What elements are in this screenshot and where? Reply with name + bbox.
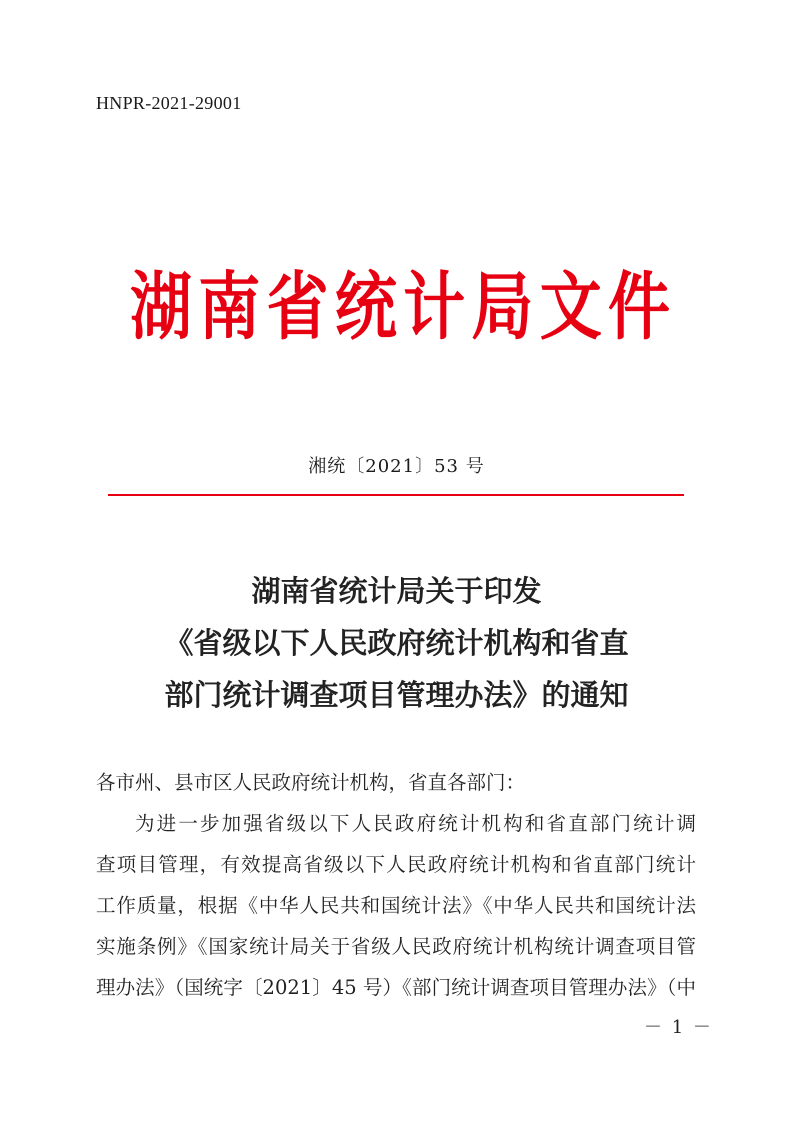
title-line-2: 《省级以下人民政府统计机构和省直 [164, 626, 629, 660]
title-line-3: 部门统计调查项目管理办法》的通知 [164, 678, 629, 712]
document-code: HNPR-2021-29001 [96, 93, 242, 113]
body-line: 理办法》（国统字〔2021〕45 号）《部门统计调查项目管理办法》（中 [96, 976, 696, 999]
masthead-char: 省 [266, 263, 329, 350]
body-paragraph [96, 803, 696, 844]
page-number: － 1 － [644, 1017, 713, 1038]
masthead-title [130, 254, 670, 360]
body-line: 工作质量，根据《中华人民共和国统计法》《中华人民共和国统计法 [96, 894, 696, 917]
document-number: 湘统〔2021〕53 号 [308, 456, 485, 477]
masthead-char: 件 [607, 263, 670, 350]
masthead-char: 湖 [130, 263, 193, 350]
notice-body [96, 762, 696, 1008]
body-line: 为进一步加强省级以下人民政府统计机构和省直部门统计调 [135, 812, 696, 835]
masthead-char: 统 [334, 263, 397, 350]
salutation: 各市州、县市区人民政府统计机构，省直各部门： [96, 771, 526, 794]
body-line: 实施条例》《国家统计局关于省级人民政府统计机构统计调查项目管 [96, 935, 696, 958]
notice-title [0, 565, 793, 721]
title-line-1: 湖南省统计局关于印发 [251, 574, 542, 608]
masthead-char: 局 [471, 263, 534, 350]
body-line: 查项目管理，有效提高省级以下人民政府统计机构和省直部门统计 [96, 853, 696, 876]
masthead-char: 文 [539, 263, 602, 350]
masthead-char: 计 [403, 263, 466, 350]
red-divider [108, 494, 684, 496]
masthead-char: 南 [198, 263, 261, 350]
